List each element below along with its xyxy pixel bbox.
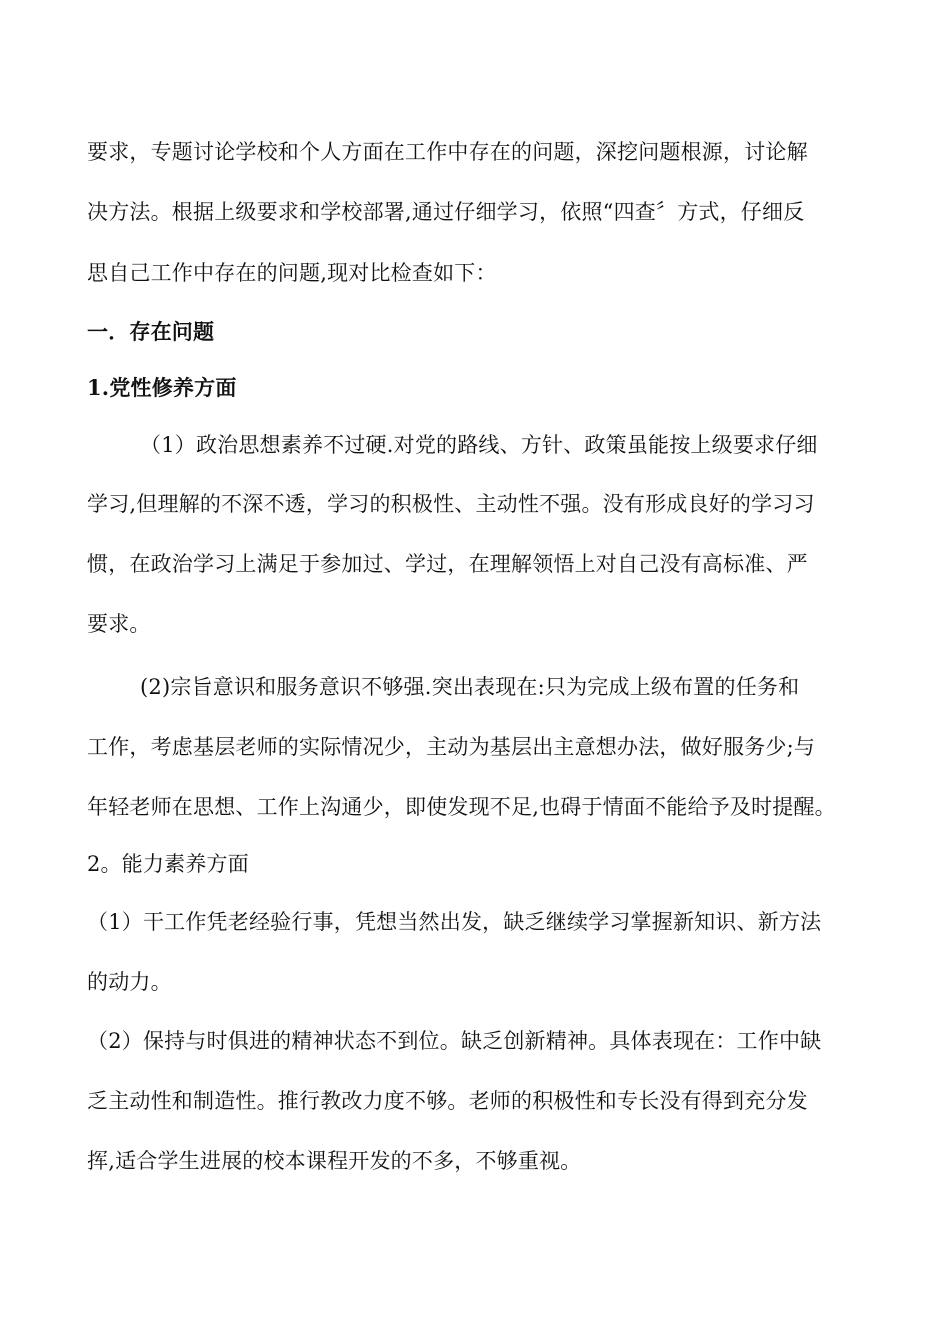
paragraph-line: (2)宗旨意识和服务意识不够强.突出表现在:只为完成上级布置的任务和 <box>140 675 800 699</box>
paragraph-line: 要求。 <box>87 612 151 636</box>
paragraph-line: （1）干工作凭老经验行事，凭想当然出发，缺乏继续学习掌握新知识、新方法 <box>87 910 822 934</box>
paragraph-line: 决方法。根据上级要求和学校部署,通过仔细学习，依照“四查〞方式，仔细反 <box>87 200 805 224</box>
paragraph-line: 挥,适合学生进展的校本课程开发的不多，不够重视。 <box>87 1149 582 1173</box>
paragraph-line: 工作，考虑基层老师的实际情况少，主动为基层出主意想办法，做好服务少;与 <box>87 735 816 759</box>
section-heading: 一．存在问题 <box>87 319 215 344</box>
subsection-heading: 1.党性修养方面 <box>87 375 237 400</box>
paragraph-line: 年轻老师在思想、工作上沟通少，即使发现不足,也碍于情面不能给予及时提醒。 <box>87 795 836 819</box>
paragraph-line: 思自己工作中存在的问题,现对比检查如下： <box>87 261 497 285</box>
paragraph-line: 要求，专题讨论学校和个人方面在工作中存在的问题，深挖问题根源，讨论解 <box>87 140 808 164</box>
paragraph-line: 学习,但理解的不深不透，学习的积极性、主动性不强。没有形成良好的学习习 <box>87 492 815 516</box>
paragraph-line: （1）政治思想素养不过硬.对党的路线、方针、政策虽能按上级要求仔细 <box>140 433 818 457</box>
subsection-heading: 2。能力素养方面 <box>87 852 249 876</box>
paragraph-line: （2）保持与时俱进的精神状态不到位。缺乏创新精神。具体表现在：工作中缺 <box>87 1029 822 1053</box>
paragraph-line: 的动力。 <box>87 970 172 994</box>
paragraph-line: 乏主动性和制造性。推行教改力度不够。老师的积极性和专长没有得到充分发 <box>87 1089 808 1113</box>
paragraph-line: 惯，在政治学习上满足于参加过、学过，在理解领悟上对自己没有高标准、严 <box>87 552 808 576</box>
